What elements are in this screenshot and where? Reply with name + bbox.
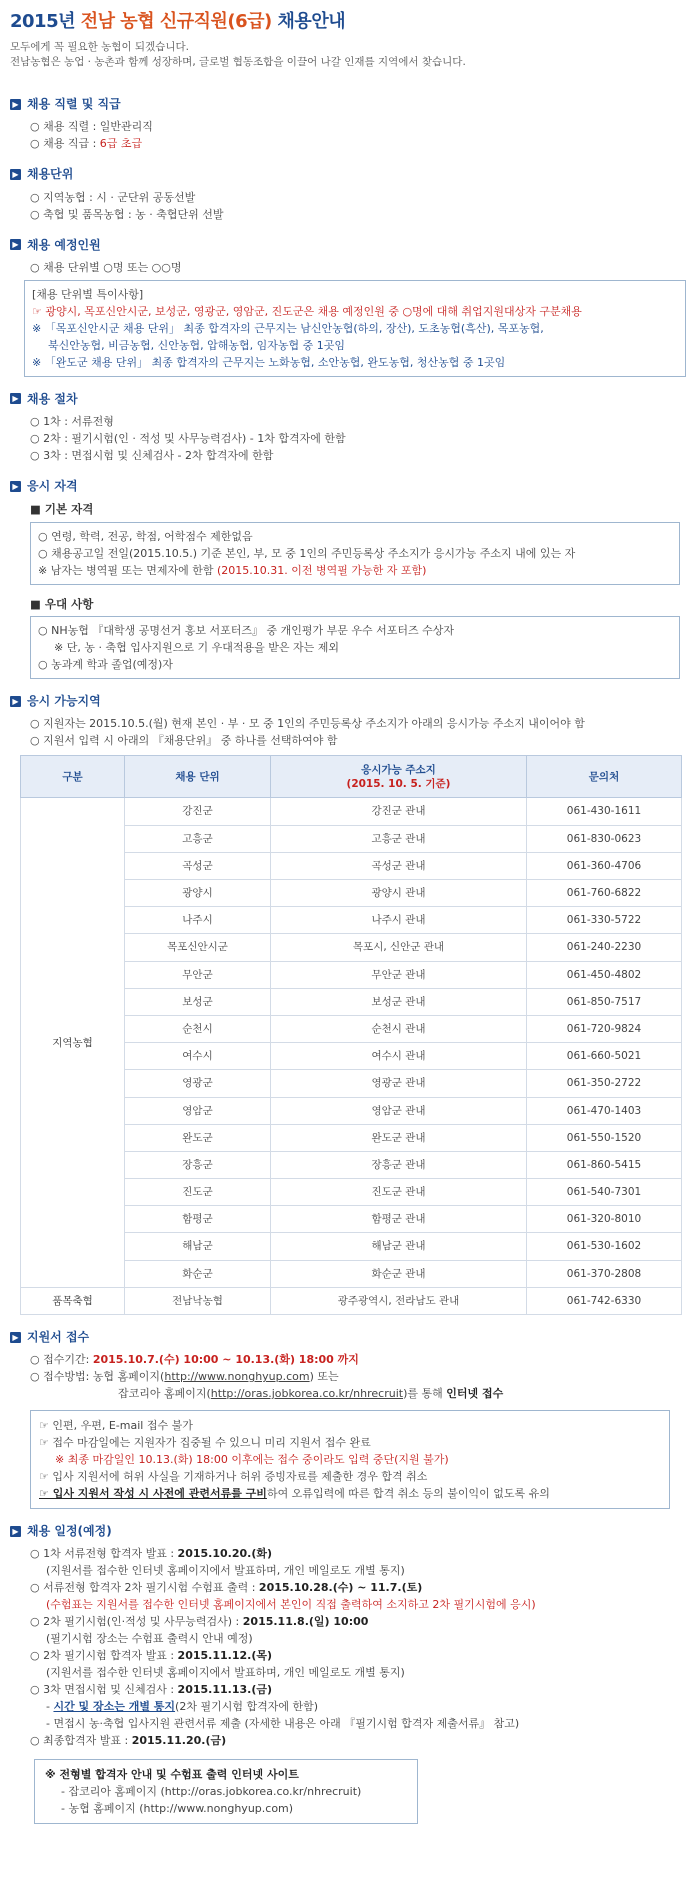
nonghyup-link[interactable]: http://www.nonghyup.com <box>164 1370 310 1384</box>
address-cell: 순천시 관내 <box>271 1015 527 1042</box>
unit-cell: 함평군 <box>125 1206 271 1233</box>
section-arrow-icon: ▶ <box>10 696 21 707</box>
unit-cell: 전남낙농협 <box>125 1287 271 1314</box>
section-arrow-icon: ▶ <box>10 1332 21 1343</box>
address-cell: 목포시, 신안군 관내 <box>271 934 527 961</box>
item-bold: 인터넷 접수 <box>446 1387 504 1401</box>
unit-cell: 곡성군 <box>125 852 271 879</box>
phone-cell: 061-660-5021 <box>527 1043 682 1070</box>
section-body <box>10 189 681 223</box>
unit-cell: 완도군 <box>125 1124 271 1151</box>
item-text: ○ 1차 서류전형 합격자 발표 : <box>30 1547 178 1561</box>
site-line[interactable]: - 잡코리아 홈페이지 (http://oras.jobkorea.co.kr/nhrecruit) <box>61 1785 362 1799</box>
section-arrow-icon: ▶ <box>10 1526 21 1537</box>
unit-cell: 고흥군 <box>125 825 271 852</box>
address-cell: 영광군 관내 <box>271 1070 527 1097</box>
section-body <box>10 715 681 749</box>
list-item <box>30 1579 681 1596</box>
note-bold: ☞ 입사 지원서 작성 시 사전에 관련서류를 구비 <box>39 1487 267 1501</box>
section-title: 채용단위 <box>27 167 74 182</box>
section-heading <box>10 1523 681 1539</box>
column-header: 문의처 <box>527 756 682 798</box>
section-arrow-icon: ▶ <box>10 169 21 180</box>
unit-cell: 강진군 <box>125 798 271 825</box>
section-body <box>10 413 681 464</box>
section-arrow-icon: ▶ <box>10 393 21 404</box>
section-heading <box>10 478 681 494</box>
box-line: ※ 「목포신안시군 채용 단위」 최종 합격자의 근무지는 남신안농협(하의, 장산), 도초농협(흑산), 목포농협, <box>32 321 544 335</box>
item-bold: 2015.10.20.(화) <box>177 1547 272 1561</box>
item-text: ※ 남자는 병역필 또는 면제자에 한함 <box>38 563 217 577</box>
item-text: (2차 필기시험 합격자에 한함) <box>175 1700 319 1714</box>
list-item <box>30 1613 681 1630</box>
item-text: ○ 최종합격자 발표 : <box>30 1734 132 1748</box>
note-line: ☞ 접수 마감일에는 지원자가 집중될 수 있으니 미리 지원서 접수 완료 <box>39 1436 371 1450</box>
title-suffix: 채용안내 <box>271 11 346 32</box>
address-cell: 광양시 관내 <box>271 880 527 907</box>
item-highlight: (2015.10.31. 이전 병역필 가능한 자 포함) <box>216 563 427 577</box>
subsection-title: ■ 기본 자격 <box>30 502 94 517</box>
group-cell: 지역농협 <box>21 798 125 1287</box>
group-cell: 품목축협 <box>21 1287 125 1314</box>
list-item: ○ 2차 : 필기시험(인 · 적성 및 사무능력검사) - 1차 합격자에 한함 <box>30 432 346 446</box>
unit-cell: 장흥군 <box>125 1151 271 1178</box>
section-arrow-icon: ▶ <box>10 481 21 492</box>
application-notes-box <box>30 1410 670 1509</box>
period-highlight: 2015.10.7.(수) 10:00 ~ 10.13.(화) 18:00 까지 <box>92 1353 359 1367</box>
item-text: ○ 3차 면접시험 및 신체검사 : <box>30 1683 178 1697</box>
item-text: ○ 2차 필기시험(인·적성 및 사무능력검사) : <box>30 1615 243 1629</box>
column-header: 구분 <box>21 756 125 798</box>
box-title: ※ 전형별 합격자 안내 및 수험표 출력 인터넷 사이트 <box>45 1768 299 1782</box>
phone-cell: 061-742-6330 <box>527 1287 682 1314</box>
list-item <box>38 562 672 579</box>
section-body <box>10 1545 681 1749</box>
section-arrow-icon: ▶ <box>10 239 21 250</box>
address-cell: 진도군 관내 <box>271 1179 527 1206</box>
list-item: ○ 축협 및 품목농협 : 농 · 축협단위 선발 <box>30 207 224 221</box>
table-row <box>21 798 682 825</box>
section-heading <box>10 166 681 182</box>
column-header: 채용 단위 <box>125 756 271 798</box>
item-text: - <box>46 1700 54 1714</box>
list-item <box>30 1647 681 1664</box>
section-title: 응시 가능지역 <box>27 694 101 709</box>
list-item: ○ 농과계 학과 졸업(예정)자 <box>38 658 173 672</box>
list-item <box>30 1732 681 1749</box>
address-cell: 장흥군 관내 <box>271 1151 527 1178</box>
header <box>10 10 681 70</box>
address-cell: 완도군 관내 <box>271 1124 527 1151</box>
phone-cell: 061-470-1403 <box>527 1097 682 1124</box>
list-item <box>30 1351 681 1368</box>
list-item <box>30 135 681 152</box>
intro-line: 전남농협은 농업 · 농촌과 함께 성장하며, 글로벌 협동조합을 이끌어 나갈 인재를 지역에서 찾습니다. <box>10 56 466 69</box>
phone-cell: 061-540-7301 <box>527 1179 682 1206</box>
section-regions <box>10 693 681 1315</box>
basic-qualifications-box <box>30 522 680 585</box>
list-item: ○ 연령, 학력, 전공, 학점, 어학점수 제한없음 <box>38 529 253 543</box>
phone-cell: 061-550-1520 <box>527 1124 682 1151</box>
phone-cell: 061-350-2722 <box>527 1070 682 1097</box>
section-title: 응시 자격 <box>27 479 78 494</box>
section-qualifications <box>10 478 681 679</box>
list-item: (지원서를 접수한 인터넷 홈페이지에서 발표하며, 개인 메일로도 개별 통지) <box>46 1564 405 1578</box>
section-title: 채용 직렬 및 직급 <box>27 97 121 112</box>
unit-cell: 영광군 <box>125 1070 271 1097</box>
header-line: (2015. 10. 5. 기준) <box>346 777 451 790</box>
subsection-title: ■ 우대 사항 <box>30 596 94 611</box>
page-title <box>10 10 681 34</box>
address-cell: 강진군 관내 <box>271 798 527 825</box>
phone-cell: 061-330-5722 <box>527 907 682 934</box>
list-item: ○ 채용 직렬 : 일반관리직 <box>30 120 153 134</box>
section-procedure <box>10 391 681 464</box>
phone-cell: 061-240-2230 <box>527 934 682 961</box>
phone-cell: 061-530-1602 <box>527 1233 682 1260</box>
item-bold: 시간 및 장소는 개별 통지 <box>53 1700 176 1714</box>
box-title: [채용 단위별 특이사항] <box>32 287 144 301</box>
section-headcount <box>10 237 681 377</box>
note-line: ☞ 입사 지원서에 허위 사실을 기재하거나 허위 증빙자료를 제출한 경우 합격 취소 <box>39 1470 428 1484</box>
box-line: ☞ 광양시, 목포신안시군, 보성군, 영광군, 영암군, 진도군은 채용 예정인원 중 ○명에 대해 취업지원대상자 구분채용 <box>32 304 582 318</box>
item-text: ○ 접수기간: <box>30 1353 93 1367</box>
address-cell: 화순군 관내 <box>271 1260 527 1287</box>
list-item <box>30 1681 681 1698</box>
phone-cell: 061-850-7517 <box>527 988 682 1015</box>
section-arrow-icon: ▶ <box>10 99 21 110</box>
section-units <box>10 166 681 222</box>
section-title: 채용 일정(예정) <box>27 1524 112 1539</box>
list-item <box>30 1698 681 1715</box>
item-bold: 2015.11.20.(금) <box>131 1734 227 1748</box>
table-header-row <box>21 756 682 798</box>
list-item: (필기시험 장소는 수험표 출력시 안내 예정) <box>46 1632 253 1646</box>
phone-cell: 061-760-6822 <box>527 880 682 907</box>
regions-table <box>20 755 682 1315</box>
table-body <box>21 798 682 1315</box>
list-item <box>30 1368 681 1385</box>
preference-box <box>30 616 680 679</box>
section-position <box>10 96 681 152</box>
box-line: 북신안농협, 비금농협, 신안농협, 압해농협, 임자농협 중 1곳임 <box>48 338 345 352</box>
item-text: ) 또는 <box>309 1370 339 1384</box>
phone-cell: 061-430-1611 <box>527 798 682 825</box>
jobkorea-link[interactable]: http://oras.jobkorea.co.kr/nhrecruit <box>210 1387 404 1401</box>
unit-cell: 진도군 <box>125 1179 271 1206</box>
unit-cell: 나주시 <box>125 907 271 934</box>
note-text: 하여 오류입력에 따른 합격 취소 등의 불이익이 없도록 유의 <box>266 1487 550 1501</box>
section-schedule <box>10 1523 681 1824</box>
item-bold: 2015.11.8.(일) 10:00 <box>242 1615 369 1629</box>
unit-cell: 순천시 <box>125 1015 271 1042</box>
section-application <box>10 1329 681 1509</box>
table-row <box>21 1287 682 1314</box>
section-heading <box>10 237 681 253</box>
address-cell: 광주광역시, 전라남도 관내 <box>271 1287 527 1314</box>
address-cell: 여수시 관내 <box>271 1043 527 1070</box>
section-title: 채용 예정인원 <box>27 237 101 252</box>
list-item: - 면접시 농·축협 입사지원 관련서류 제출 (자세한 내용은 아래 『필기시험 합격자 제출서류』 참고) <box>46 1717 520 1731</box>
intro-line: 모두에게 꼭 필요한 농협이 되겠습니다. <box>10 41 189 54</box>
item-text: 잡코리아 홈페이지( <box>118 1387 211 1401</box>
address-cell: 나주시 관내 <box>271 907 527 934</box>
unit-cell: 광양시 <box>125 880 271 907</box>
address-cell: 해남군 관내 <box>271 1233 527 1260</box>
item-bold: 2015.11.13.(금) <box>177 1683 272 1697</box>
note-line: ※ 최종 마감일인 10.13.(화) 18:00 이후에는 접수 중이라도 입력 중단(지원 불가) <box>55 1453 449 1467</box>
column-header <box>271 756 527 798</box>
title-year: 2015년 <box>10 11 81 32</box>
section-title: 지원서 접수 <box>27 1330 90 1345</box>
item-bold: 2015.11.12.(목) <box>177 1649 272 1663</box>
list-item: ○ 1차 : 서류전형 <box>30 415 114 429</box>
phone-cell: 061-360-4706 <box>527 852 682 879</box>
note-line <box>39 1485 661 1502</box>
item-text: ○ 서류전형 합격자 2차 필기시험 수험표 출력 : <box>30 1581 259 1595</box>
unit-cell: 여수시 <box>125 1043 271 1070</box>
phone-cell: 061-720-9824 <box>527 1015 682 1042</box>
unit-cell: 해남군 <box>125 1233 271 1260</box>
section-heading <box>10 391 681 407</box>
phone-cell: 061-370-2808 <box>527 1260 682 1287</box>
item-text: )를 통해 <box>403 1387 447 1401</box>
section-body <box>10 1351 681 1402</box>
note-line: ☞ 인편, 우편, E-mail 접수 불가 <box>39 1419 193 1433</box>
unit-cell: 영암군 <box>125 1097 271 1124</box>
special-notes-box <box>24 280 686 377</box>
section-body <box>10 118 681 152</box>
list-item: ○ NH농협 『대학생 공명선거 홍보 서포터즈』 중 개인평가 부문 우수 서포터즈 수상자 <box>38 624 454 638</box>
title-highlight: 전남 농협 신규직원(6급) <box>80 11 272 32</box>
list-item: ○ 채용 단위별 ○명 또는 ○○명 <box>30 260 182 274</box>
list-item: ※ 단, 농 · 축협 입사지원으로 기 우대적용을 받은 자는 제외 <box>54 641 339 655</box>
list-item: ○ 지역농협 : 시 · 군단위 공동선발 <box>30 190 196 204</box>
list-item <box>30 1385 681 1402</box>
phone-cell: 061-830-0623 <box>527 825 682 852</box>
list-item <box>30 1545 681 1562</box>
sites-box <box>34 1759 418 1824</box>
phone-cell: 061-450-4802 <box>527 961 682 988</box>
address-cell: 고흥군 관내 <box>271 825 527 852</box>
section-heading <box>10 693 681 709</box>
item-highlight: 6급 초급 <box>99 137 143 151</box>
list-item: (수험표는 지원서를 접수한 인터넷 홈페이지에서 본인이 직접 출력하여 소지하고 2차 필기시험에 응시) <box>46 1598 536 1612</box>
item-text: ○ 접수방법: 농협 홈페이지( <box>30 1370 165 1384</box>
header-line: 응시가능 주소지 <box>361 763 436 776</box>
item-text: ○ 채용 직급 : <box>30 137 100 151</box>
site-line[interactable]: - 농협 홈페이지 (http://www.nonghyup.com) <box>61 1802 294 1816</box>
list-item: (지원서를 접수한 인터넷 홈페이지에서 발표하며, 개인 메일로도 개별 통지) <box>46 1666 405 1680</box>
unit-cell: 화순군 <box>125 1260 271 1287</box>
address-cell: 무안군 관내 <box>271 961 527 988</box>
list-item: ○ 지원자는 2015.10.5.(월) 현재 본인 · 부 · 모 중 1인의 주민등록상 주소지가 아래의 응시가능 주소지 내이어야 함 <box>30 717 585 731</box>
item-bold: 2015.10.28.(수) ~ 11.7.(토) <box>258 1581 423 1595</box>
address-cell: 보성군 관내 <box>271 988 527 1015</box>
list-item: ○ 채용공고일 전일(2015.10.5.) 기준 본인, 부, 모 중 1인의 주민등록상 주소지가 응시가능 주소지 내에 있는 자 <box>38 546 576 560</box>
section-body <box>10 259 681 276</box>
phone-cell: 061-320-8010 <box>527 1206 682 1233</box>
intro <box>10 40 681 70</box>
item-text: ○ 2차 필기시험 합격자 발표 : <box>30 1649 178 1663</box>
list-item: ○ 지원서 입력 시 아래의 『채용단위』 중 하나를 선택하여야 함 <box>30 734 338 748</box>
unit-cell: 무안군 <box>125 961 271 988</box>
address-cell: 곡성군 관내 <box>271 852 527 879</box>
address-cell: 함평군 관내 <box>271 1206 527 1233</box>
box-line: ※ 「완도군 채용 단위」 최종 합격자의 근무지는 노화농협, 소안농협, 완도농협, 청산농협 중 1곳임 <box>32 355 506 369</box>
address-cell: 영암군 관내 <box>271 1097 527 1124</box>
phone-cell: 061-860-5415 <box>527 1151 682 1178</box>
unit-cell: 보성군 <box>125 988 271 1015</box>
list-item: ○ 3차 : 면접시험 및 신체검사 - 2차 합격자에 한함 <box>30 449 274 463</box>
section-heading <box>10 96 681 112</box>
unit-cell: 목포신안시군 <box>125 934 271 961</box>
section-heading <box>10 1329 681 1345</box>
section-title: 채용 절차 <box>27 391 78 406</box>
